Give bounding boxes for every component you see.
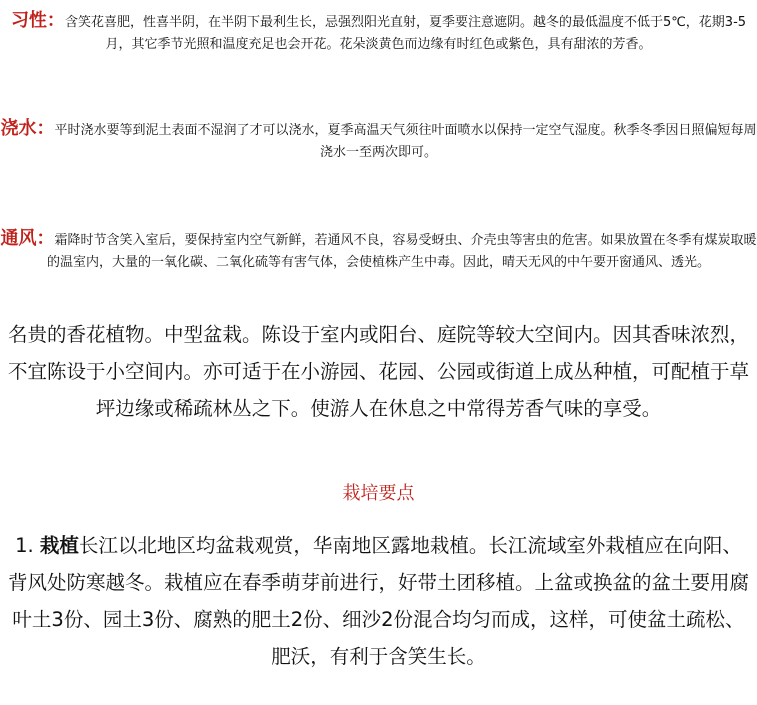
habit-section [0,10,757,56]
watering-paragraph [0,118,757,164]
planting-number: 1. [15,534,40,557]
ventilation-paragraph [0,228,757,274]
habit-paragraph [0,10,757,56]
habit-text: 含笑花喜肥，性喜半阴，在半阴下最利生长，忌强烈阳光直射，夏季要注意遮阴。越冬的最低温度不低于5℃，花期3-5月，其它季节光照和温度充足也会开花。花朵淡黄色而边缘有时红色或紫色，具有甜浓的芳香。 [64,15,747,52]
ventilation-section [0,228,757,274]
planting-paragraph [6,527,751,675]
planting-section [6,527,751,675]
ventilation-text: 霜降时节含笑入室后，要保持室内空气新鲜，若通风不良，容易受蚜虫、介壳虫等害虫的危害。如果放置在冬季有煤炭取暖的温室内，大量的一氧化碳、二氧化硫等有害气体，会使植株产生中毒。因此，晴天无风的中午要开窗通风、透光。 [46,233,757,270]
intro-section [6,316,751,427]
watering-text: 平时浇水要等到泥土表面不湿润了才可以浇水，夏季高温天气须往叶面喷水以保持一定空气湿度。秋季冬季因日照偏短每周浇水一至两次即可。 [54,123,757,160]
planting-text: 长江以北地区均盆栽观赏，华南地区露地栽植。长江流域室外栽植应在向阳、背风处防寒越冬。栽植应在春季萌芽前进行，好带土团移植。上盆或换盆的盆土要用腐叶土3份、园土3份、腐熟的肥土2份、细沙2份混合均匀而成，这样，可使盆土疏松、肥沃，有利于含笑生长。 [7,534,749,668]
planting-title: 栽植 [39,534,79,557]
cultivation-heading: 栽培要点 [342,483,415,504]
watering-label: 浇水： [0,118,55,139]
watering-section [0,118,757,164]
intro-paragraph: 名贵的香花植物。中型盆栽。陈设于室内或阳台、庭院等较大空间内。因其香味浓烈，不宜陈设于小空间内。亦可适于在小游园、花园、公园或街道上成丛种植，可配植于草坪边缘或稀疏林丛之下。使游人在休息之中常得芳香气味的享受。 [7,323,749,420]
habit-label: 习性： [10,10,65,31]
ventilation-label: 通风： [0,228,55,249]
